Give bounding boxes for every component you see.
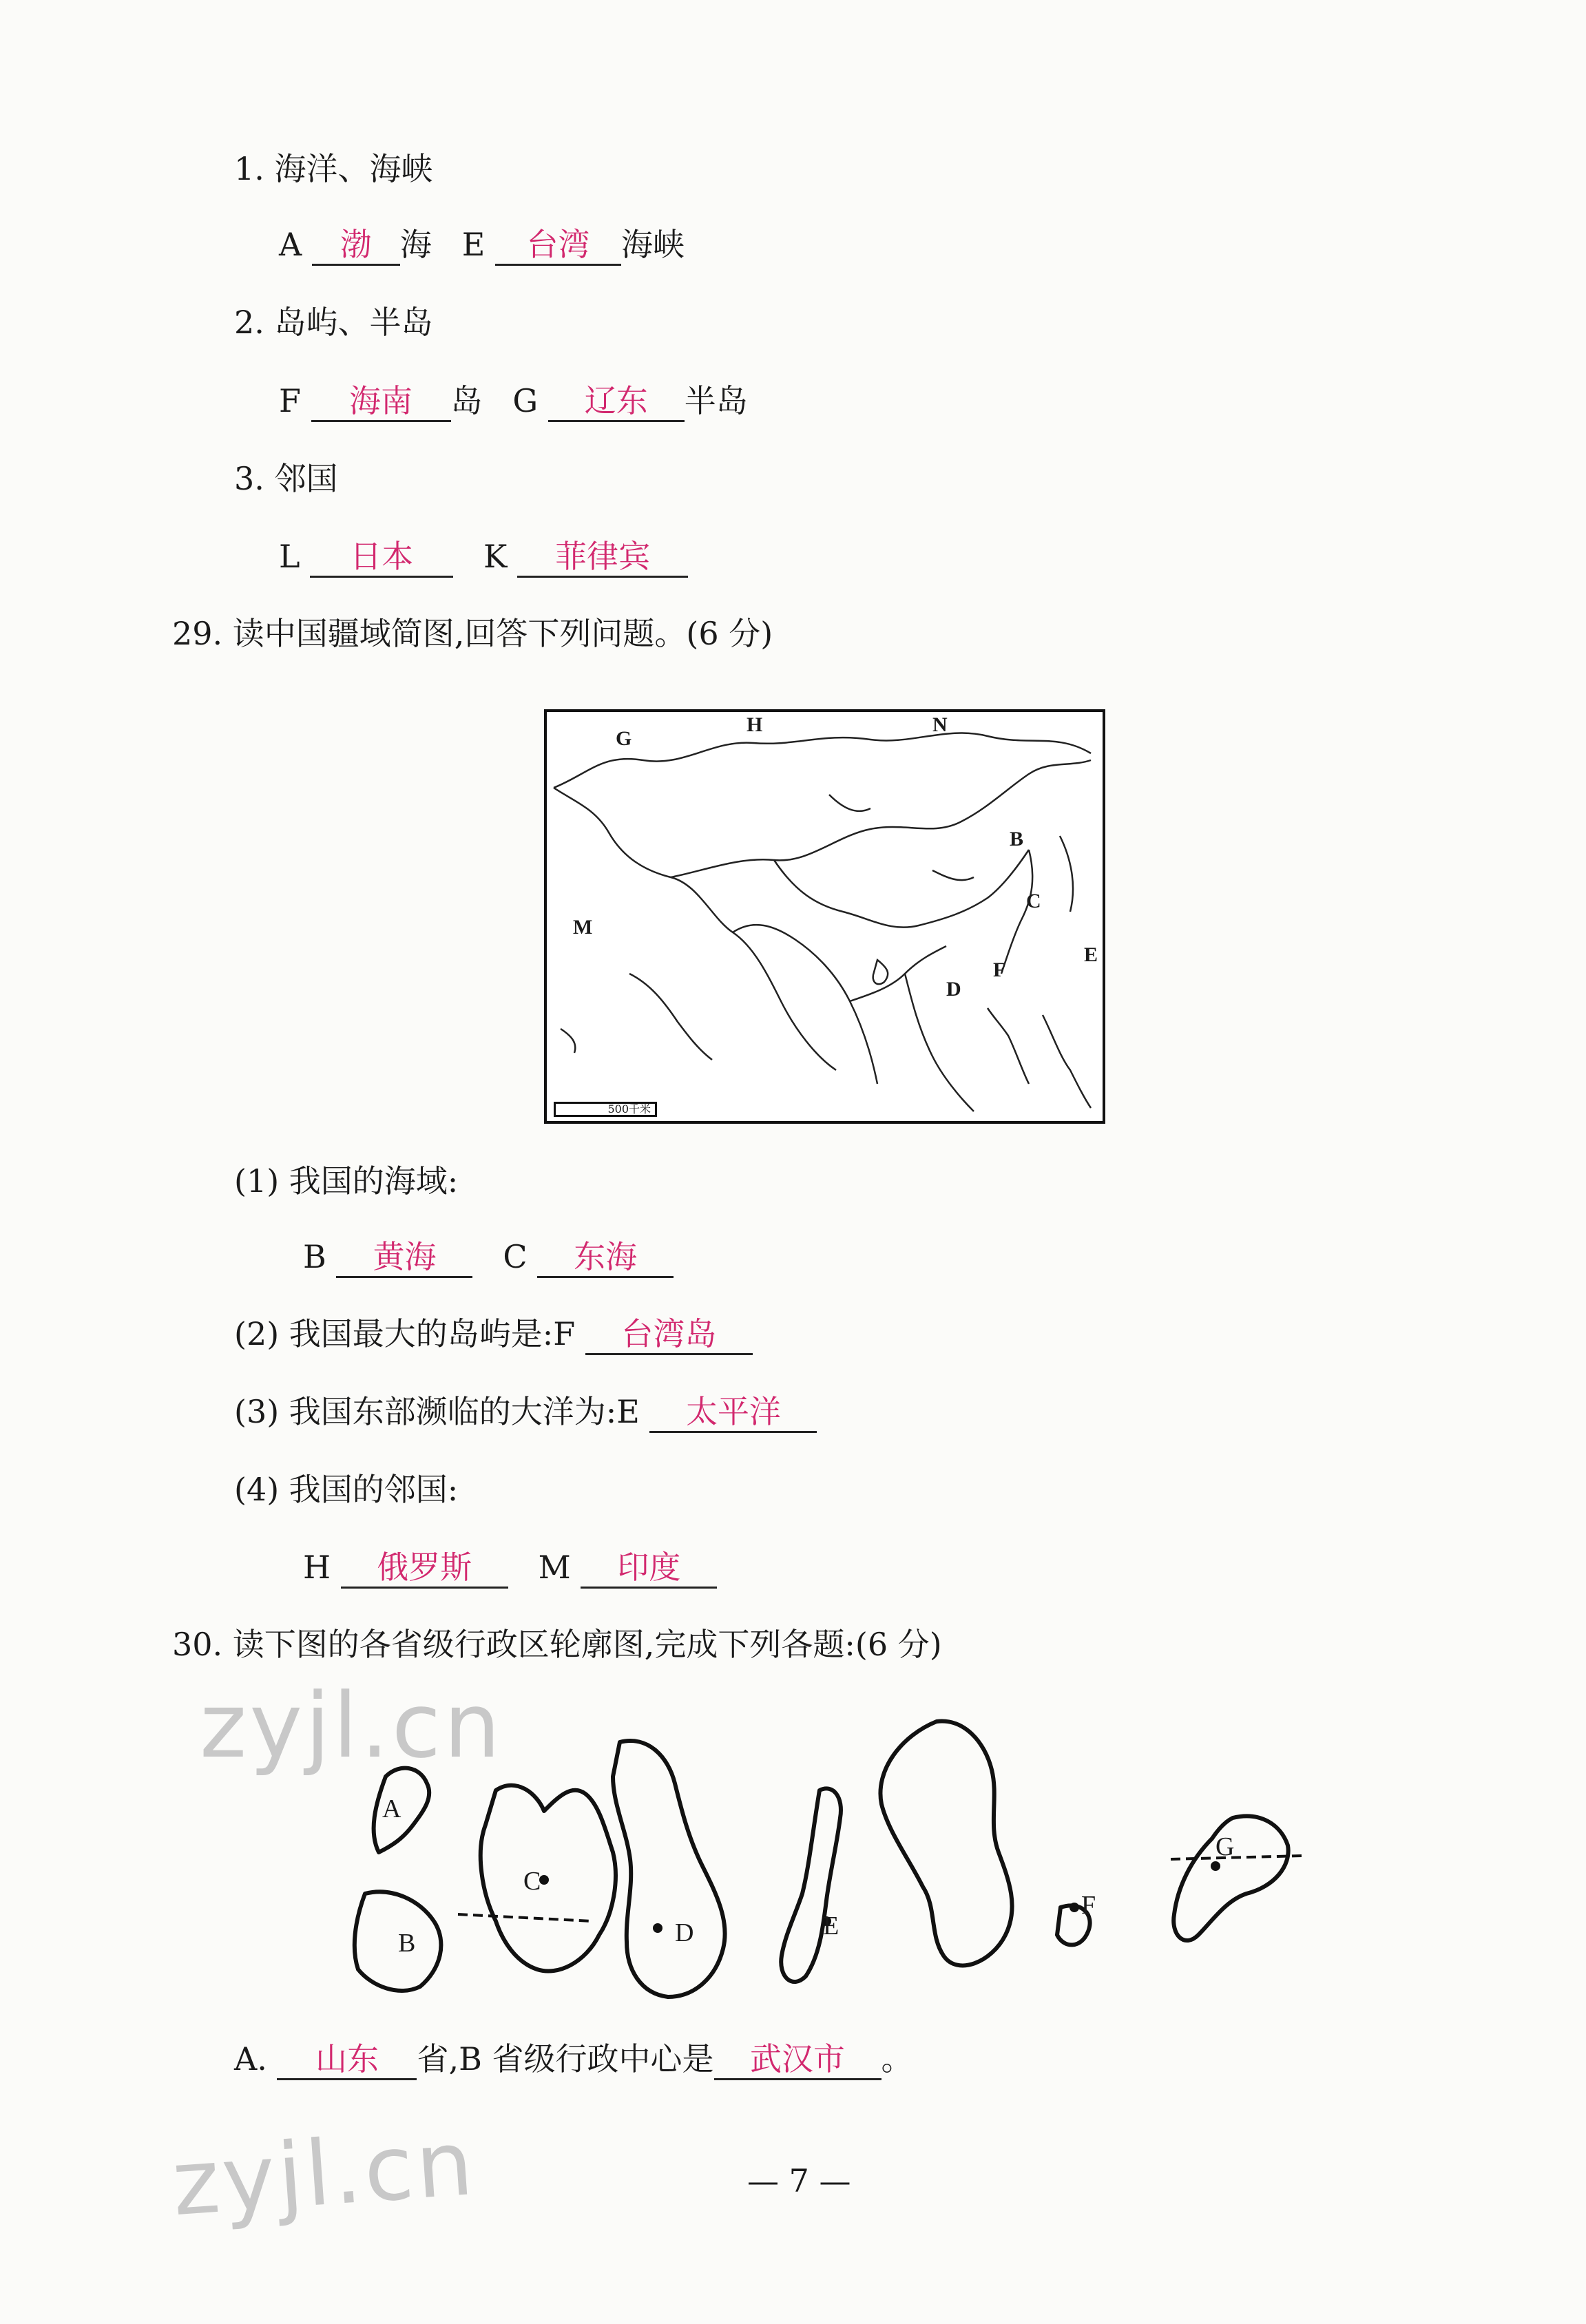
answer-e-ocean: 太平洋 bbox=[649, 1392, 817, 1433]
scale-bar bbox=[554, 1102, 657, 1117]
province-label-b: B bbox=[398, 1929, 416, 1958]
province-label-e: E bbox=[823, 1912, 839, 1940]
q29-sub2 bbox=[234, 1313, 753, 1355]
answer-c: 东海 bbox=[537, 1237, 674, 1278]
province-label-g: G bbox=[1215, 1832, 1235, 1861]
map-outlines bbox=[547, 712, 1103, 1121]
page-number: — 7 — bbox=[747, 2162, 851, 2199]
q30-title: 30. 读下图的各省级行政区轮廓图,完成下列各题:(6 分) bbox=[172, 1626, 942, 1663]
section-3-row bbox=[279, 536, 688, 578]
answer-l: 日本 bbox=[310, 537, 453, 578]
map-label-f: F bbox=[993, 959, 1006, 981]
label-l: L bbox=[279, 538, 300, 575]
answer-h: 俄罗斯 bbox=[341, 1548, 508, 1589]
label-g: G bbox=[512, 382, 539, 419]
watermark-top: zyjl.cn bbox=[200, 1673, 503, 1778]
watermark-bottom: zyjl.cn bbox=[169, 2110, 479, 2237]
map-label-d: D bbox=[946, 978, 961, 1001]
scale-text: 500千米 bbox=[607, 1102, 651, 1116]
suffix-a: 海 bbox=[399, 226, 432, 263]
q29-sub4-row bbox=[303, 1547, 717, 1589]
q29-sub3-title: (3) 我国东部濒临的大洋为:E bbox=[234, 1393, 640, 1430]
map-label-h: H bbox=[747, 713, 763, 736]
china-map bbox=[544, 709, 1105, 1124]
suffix-e: 海峡 bbox=[620, 226, 685, 263]
q30-prefix: A. bbox=[234, 2040, 267, 2077]
map-label-e: E bbox=[1084, 943, 1098, 966]
q29-sub1-title: (1) 我国的海域: bbox=[234, 1162, 459, 1200]
map-label-n: N bbox=[932, 713, 948, 736]
q29-sub2-title: (2) 我国最大的岛屿是:F bbox=[234, 1315, 576, 1352]
answer-k: 菲律宾 bbox=[517, 537, 688, 578]
answer-b: 黄海 bbox=[336, 1237, 472, 1278]
q29-sub3 bbox=[234, 1391, 817, 1433]
label-e: E bbox=[461, 226, 486, 263]
answer-f-island: 台湾岛 bbox=[585, 1315, 753, 1355]
map-label-m: M bbox=[573, 916, 593, 939]
suffix-g: 半岛 bbox=[684, 382, 748, 419]
section-2-title: 2. 岛屿、半岛 bbox=[234, 304, 433, 341]
answer-f: 海南 bbox=[311, 381, 451, 422]
map-label-b: B bbox=[1010, 828, 1024, 850]
section-1-row bbox=[279, 224, 685, 266]
province-label-c: C bbox=[523, 1867, 541, 1896]
q30-answer-line bbox=[234, 2038, 913, 2080]
province-label-a: A bbox=[382, 1794, 401, 1823]
answer-e: 台湾 bbox=[495, 225, 621, 266]
map-label-c: C bbox=[1026, 890, 1041, 912]
label-k: K bbox=[483, 538, 508, 575]
section-1-title: 1. 海洋、海峡 bbox=[234, 150, 433, 187]
answer-province-b-capital: 武汉市 bbox=[714, 2040, 881, 2080]
answer-m: 印度 bbox=[581, 1548, 717, 1589]
label-f: F bbox=[279, 382, 301, 419]
suffix-f: 岛 bbox=[450, 382, 483, 419]
label-b: B bbox=[303, 1238, 326, 1275]
province-outlines bbox=[337, 1715, 1322, 2011]
province-label-f: F bbox=[1081, 1891, 1096, 1920]
answer-a: 渤 bbox=[312, 225, 400, 266]
label-c: C bbox=[503, 1238, 528, 1275]
section-2-row bbox=[279, 380, 748, 422]
label-h: H bbox=[303, 1549, 331, 1586]
q29-title: 29. 读中国疆域简图,回答下列问题。(6 分) bbox=[172, 615, 773, 652]
province-label-d: D bbox=[675, 1918, 694, 1947]
label-a: A bbox=[279, 226, 302, 263]
map-label-g: G bbox=[616, 727, 632, 750]
q29-sub1-row bbox=[303, 1236, 674, 1278]
answer-g: 辽东 bbox=[548, 381, 685, 422]
q29-sub4-title: (4) 我国的邻国: bbox=[234, 1471, 459, 1508]
label-m: M bbox=[538, 1549, 571, 1586]
q30-middle: 省,B 省级行政中心是 bbox=[417, 2040, 714, 2077]
q30-end: 。 bbox=[881, 2040, 913, 2077]
answer-province-a: 山东 bbox=[277, 2040, 417, 2080]
section-3-title: 3. 邻国 bbox=[234, 460, 338, 497]
